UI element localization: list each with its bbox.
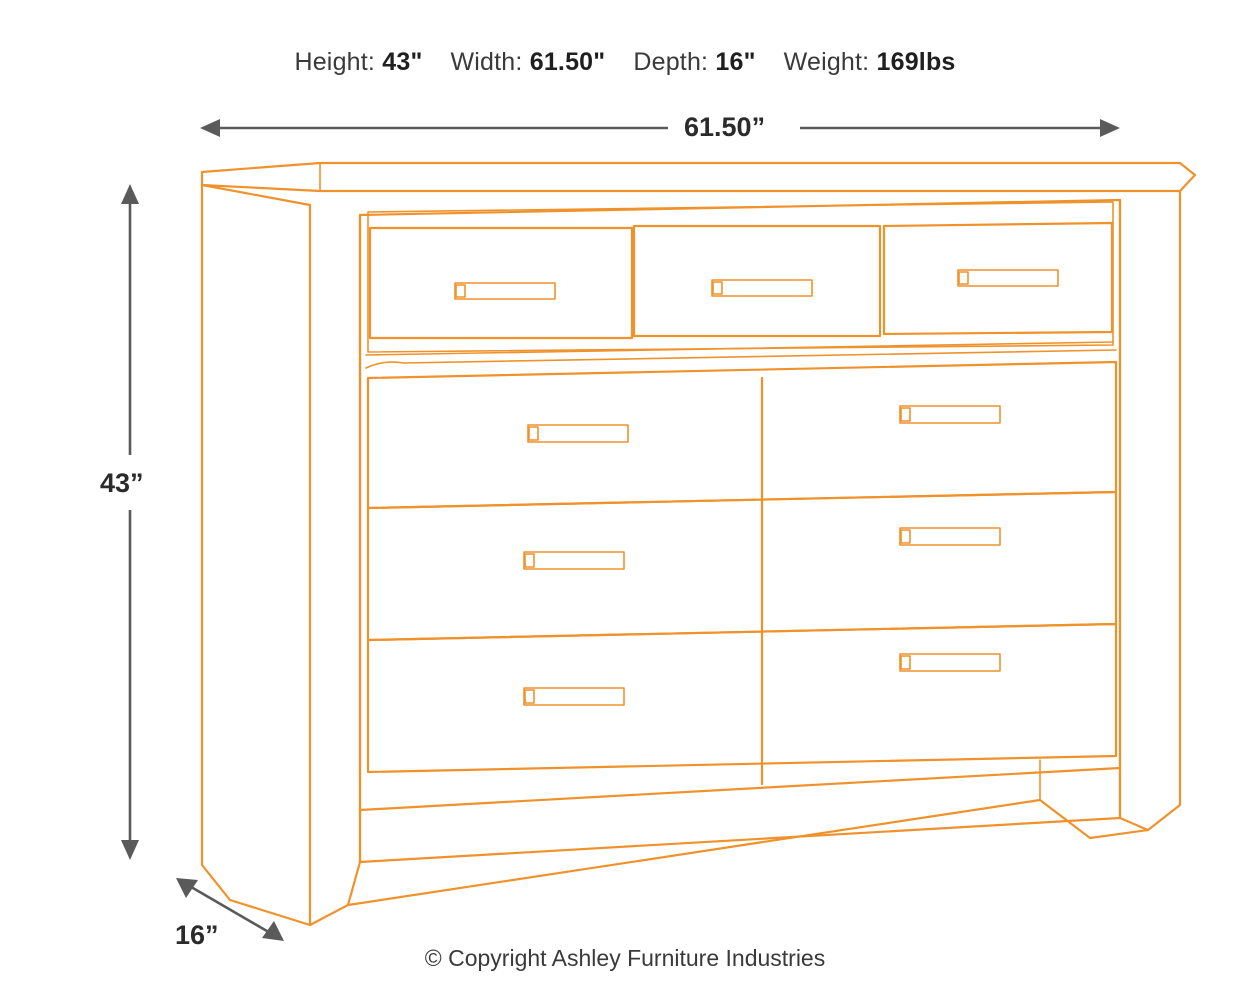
height-arrowhead-bottom <box>121 840 139 860</box>
left-front-leg <box>310 215 360 925</box>
spec-width-value: 61.50" <box>529 48 606 76</box>
dresser-outline <box>202 163 1195 925</box>
lower-row-1 <box>368 362 1116 508</box>
drawer-top-2-handle-post <box>713 282 722 294</box>
drawer-left-1-handle <box>528 425 628 442</box>
top-panel <box>202 163 1195 191</box>
left-side-panel <box>202 185 310 925</box>
drawer-right-2-handle-bar <box>900 528 1000 545</box>
lower-row-3 <box>368 624 1116 772</box>
depth-dimension-label: 16” <box>175 920 219 950</box>
spec-height-value: 43" <box>382 48 423 76</box>
drawer-top-1-handle-bar <box>455 283 555 299</box>
height-arrowhead-top <box>121 184 139 204</box>
top-drawer-row <box>366 202 1116 368</box>
drawer-right-2-handle <box>900 528 1000 545</box>
spec-weight-value: 169lbs <box>876 48 956 76</box>
spec-weight-label: Weight: <box>783 48 870 76</box>
drawer-left-2-handle <box>524 552 624 569</box>
height-dimension-arrow <box>121 184 139 860</box>
drawer-top-3 <box>884 223 1112 334</box>
drawer-top-2 <box>634 226 880 336</box>
drawer-left-1-handle-bar <box>528 425 628 442</box>
width-arrowhead-left <box>200 119 220 137</box>
drawer-top-1-handle <box>455 283 555 299</box>
drawer-left-1-handle-post <box>529 427 538 440</box>
copyright-notice: © Copyright Ashley Furniture Industries <box>424 945 826 971</box>
drawer-right-2-handle-post <box>901 530 910 543</box>
bottom-rail-top <box>360 768 1120 810</box>
top-row-divider <box>366 342 1113 355</box>
drawer-right-3-handle-bar <box>900 654 1000 671</box>
drawer-top-3-handle-post <box>959 272 968 284</box>
drawer-left-2-handle-post <box>525 554 534 567</box>
spec-height-label: Height: <box>294 48 376 76</box>
drawer-right-1-handle-bar <box>900 406 1000 423</box>
drawer-left-3-handle-post <box>525 690 534 703</box>
width-dimension-arrow <box>200 119 1120 137</box>
drawer-left-3-handle-bar <box>524 688 624 705</box>
lower-drawer-grid <box>368 362 1116 784</box>
spec-width-label: Width: <box>450 48 523 76</box>
drawer-right-1-handle-post <box>901 408 910 421</box>
spec-depth-label: Depth: <box>633 48 709 76</box>
drawer-top-2-handle <box>712 280 812 296</box>
spec-depth-value: 16" <box>715 48 756 76</box>
drawer-top-2-handle-bar <box>712 280 812 296</box>
drawer-right-3-handle <box>900 654 1000 671</box>
width-arrowhead-right <box>1100 119 1120 137</box>
drawer-top-3-handle-bar <box>958 270 1058 286</box>
height-dimension-label: 43” <box>100 468 144 498</box>
drawer-left-2-handle-bar <box>524 552 624 569</box>
drawer-top-3-handle <box>958 270 1058 286</box>
drawer-right-1-handle <box>900 406 1000 423</box>
drawer-left-3-handle <box>524 688 624 705</box>
drawer-top-1-handle-post <box>456 285 465 297</box>
width-dimension-label: 61.50” <box>684 112 766 142</box>
base-apron <box>348 800 1148 905</box>
right-side-panel <box>1120 191 1180 830</box>
drawer-right-3-handle-post <box>901 656 910 669</box>
lower-row-2 <box>368 492 1116 640</box>
